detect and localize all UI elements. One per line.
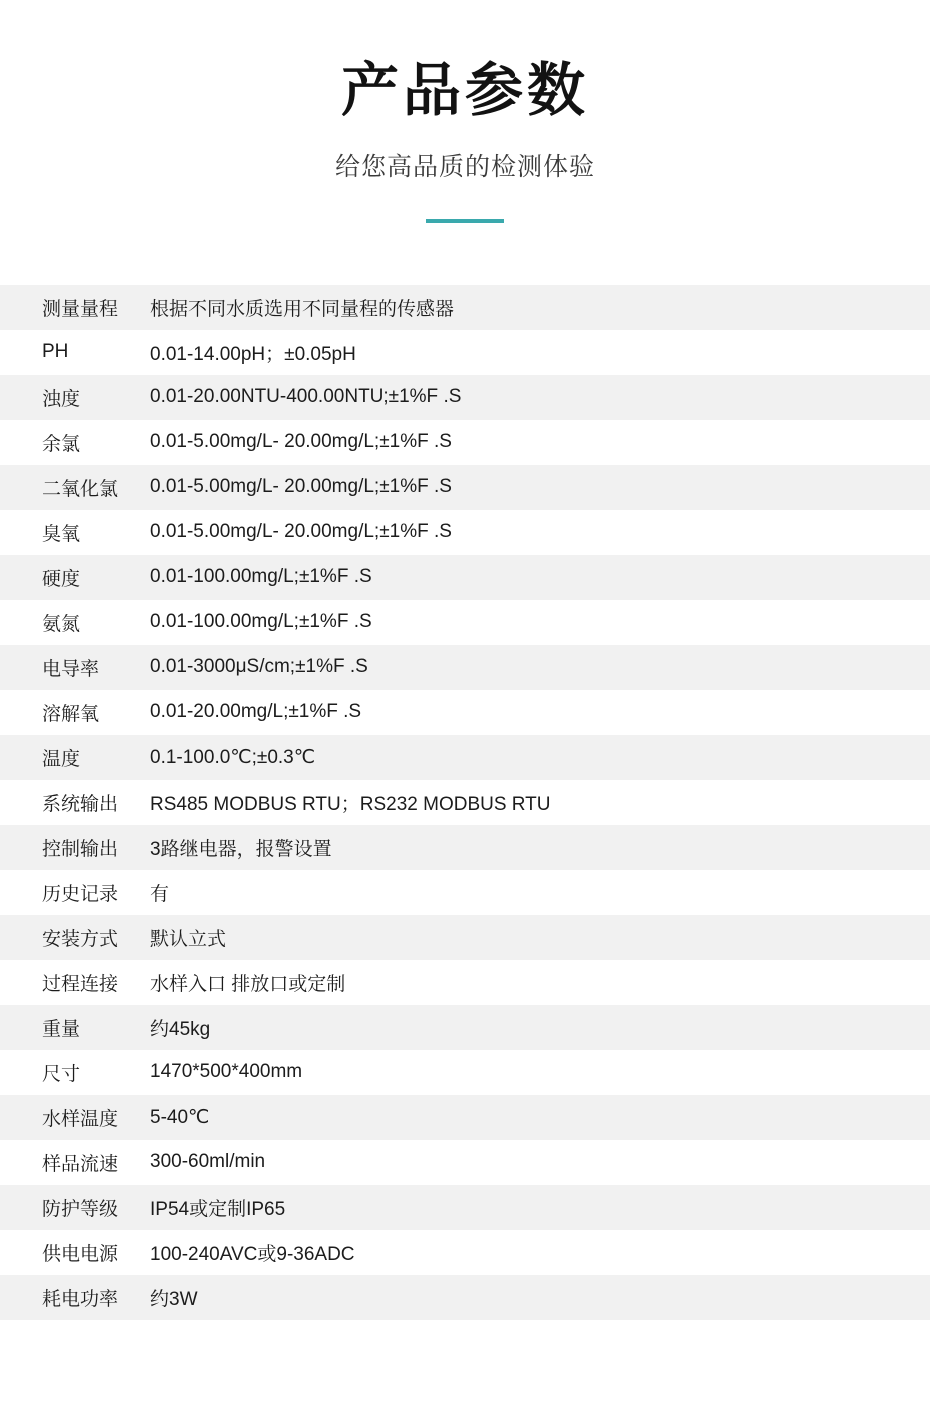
spec-label: 测量量程 — [42, 298, 119, 320]
spec-label: 防护等级 — [42, 1198, 119, 1220]
spec-label: 浊度 — [42, 388, 81, 410]
spec-label: 二氧化氯 — [42, 478, 119, 500]
table-row — [0, 465, 930, 510]
spec-value: RS485 MODBUS RTU；RS232 MODBUS RTU — [150, 793, 551, 815]
spec-value: 有 — [150, 883, 170, 905]
table-row — [0, 330, 930, 375]
spec-label: 耗电功率 — [42, 1288, 119, 1310]
spec-label: 水样温度 — [42, 1108, 119, 1130]
table-row — [0, 870, 930, 915]
spec-label: 样品流速 — [42, 1153, 119, 1175]
spec-value: 0.01-14.00pH；±0.05pH — [150, 343, 356, 365]
spec-label: 供电电源 — [42, 1243, 119, 1265]
spec-label: 过程连接 — [42, 973, 119, 995]
spec-label: 氨氮 — [42, 613, 81, 635]
spec-value: 0.01-5.00mg/L- 20.00mg/L;±1%F .S — [150, 476, 452, 498]
spec-label: 温度 — [42, 748, 81, 770]
accent-divider — [426, 219, 504, 223]
spec-value: 水样入口 排放口或定制 — [150, 973, 346, 995]
spec-value: 0.01-3000μS/cm;±1%F .S — [150, 656, 368, 678]
spec-value: 0.01-20.00NTU-400.00NTU;±1%F .S — [150, 386, 462, 408]
table-row — [0, 735, 930, 780]
table-row — [0, 1185, 930, 1230]
table-row — [0, 1005, 930, 1050]
table-row — [0, 645, 930, 690]
spec-label: 安装方式 — [42, 928, 119, 950]
spec-value: 3路继电器，报警设置 — [150, 838, 332, 860]
table-row — [0, 510, 930, 555]
spec-label: 控制输出 — [42, 838, 119, 860]
specification-table — [0, 285, 930, 1320]
spec-label: 电导率 — [42, 658, 100, 680]
table-row — [0, 690, 930, 735]
table-row — [0, 1140, 930, 1185]
spec-label: 系统输出 — [42, 793, 119, 815]
spec-label: 历史记录 — [42, 883, 119, 905]
spec-value: 0.01-100.00mg/L;±1%F .S — [150, 611, 372, 633]
spec-label: 溶解氧 — [42, 703, 100, 725]
spec-value: 默认立式 — [150, 928, 227, 950]
table-row — [0, 1095, 930, 1140]
spec-value: 0.01-5.00mg/L- 20.00mg/L;±1%F .S — [150, 431, 452, 453]
spec-value: 1470*500*400mm — [150, 1061, 303, 1083]
spec-value: 0.01-5.00mg/L- 20.00mg/L;±1%F .S — [150, 521, 452, 543]
spec-value: 根据不同水质选用不同量程的传感器 — [150, 298, 455, 320]
spec-label: PH — [42, 341, 69, 363]
spec-label: 重量 — [42, 1018, 81, 1040]
page-header — [0, 0, 930, 223]
spec-label: 硬度 — [42, 568, 81, 590]
table-row — [0, 915, 930, 960]
spec-value: 约3W — [150, 1288, 198, 1310]
table-row — [0, 420, 930, 465]
spec-value: 约45kg — [150, 1018, 211, 1040]
spec-value: 0.01-100.00mg/L;±1%F .S — [150, 566, 372, 588]
table-row — [0, 1275, 930, 1320]
table-row — [0, 375, 930, 420]
page-subtitle: 给您高品质的检测体验 — [334, 152, 595, 181]
spec-value: IP54或定制IP65 — [150, 1198, 286, 1220]
spec-value: 5-40℃ — [150, 1106, 210, 1128]
table-row — [0, 1050, 930, 1095]
spec-label: 尺寸 — [42, 1063, 81, 1085]
table-row — [0, 600, 930, 645]
table-row — [0, 780, 930, 825]
table-row — [0, 825, 930, 870]
spec-value: 300-60ml/min — [150, 1151, 266, 1173]
table-row — [0, 285, 930, 330]
spec-value: 100-240AVC或9-36ADC — [150, 1243, 355, 1265]
table-row — [0, 555, 930, 600]
spec-label: 余氯 — [42, 433, 81, 455]
page-title: 产品参数 — [340, 58, 589, 123]
table-row — [0, 1230, 930, 1275]
table-row — [0, 960, 930, 1005]
spec-value: 0.01-20.00mg/L;±1%F .S — [150, 701, 362, 723]
spec-value: 0.1-100.0℃;±0.3℃ — [150, 746, 316, 768]
spec-label: 臭氧 — [42, 523, 81, 545]
specification-table-body — [0, 285, 930, 1320]
